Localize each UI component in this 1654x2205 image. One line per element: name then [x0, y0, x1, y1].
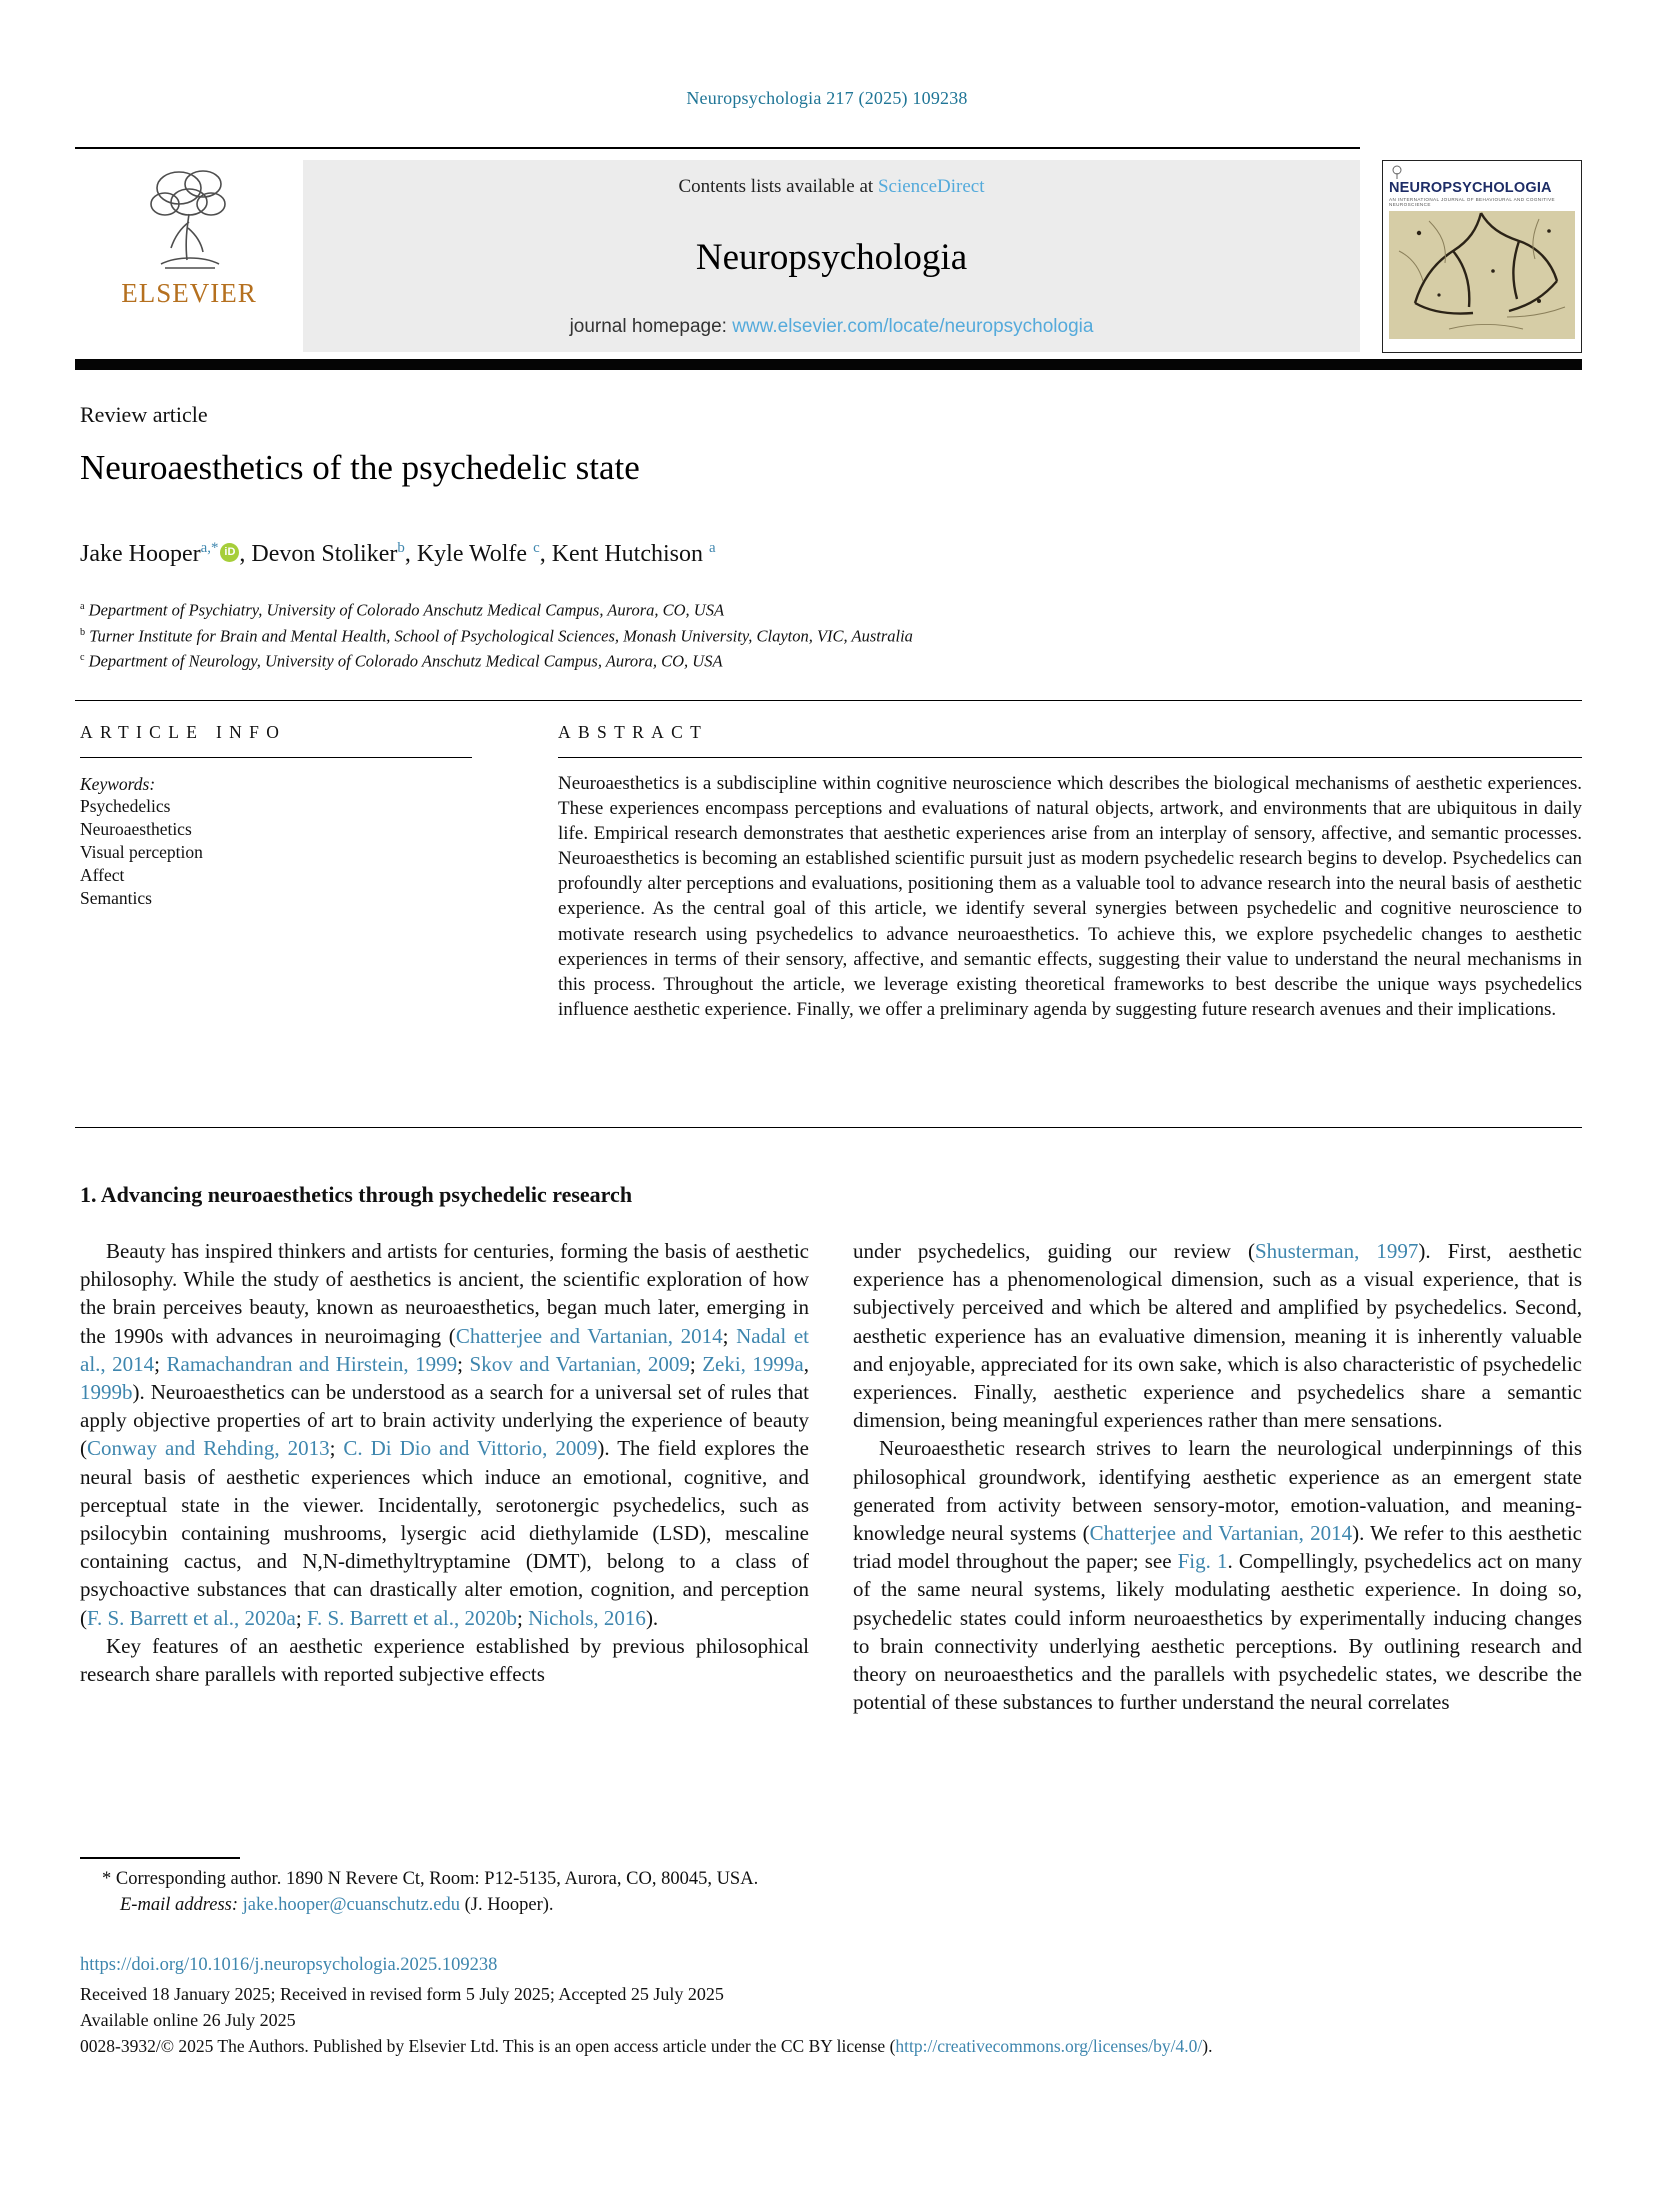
abstract-heading: ABSTRACT: [558, 722, 709, 742]
inline-link[interactable]: C. Di Dio and Vittorio, 2009: [343, 1436, 598, 1461]
affiliation-a: [80, 596, 913, 622]
inline-link[interactable]: 1999b: [80, 1380, 133, 1405]
keyword-item: Semantics: [80, 888, 152, 908]
affiliation-c: [80, 647, 913, 673]
keyword-item: Neuroaesthetics: [80, 819, 192, 839]
keyword-item: Visual perception: [80, 842, 203, 862]
inline-link[interactable]: Fig. 1: [1177, 1549, 1228, 1574]
cover-art-image: [1389, 211, 1575, 339]
text-segment: ). The field explores the neural basis of aesthetic experiences which induce an emotional, cognitive, and perceptual state in the viewer. Incidentally, serotonergic psychedelics, such as psilocybin containing mushrooms, lysergic acid diethylamide (LSD), mescaline containing cactus, and N,N-dimethyltryptamine (DMT), belong to a class of psychoactive substances that can drastically alter emotion, cognition, and perception (: [80, 1436, 809, 1630]
text-segment: . Compellingly, psychedelics act on many of the same neural systems, likely modulating aesthetic experience. In doing so, psychedelic states could inform neuroaesthetics by experimentally inducing changes to brain connectivity underlying aesthetic perceptions. By outlining research and theory on neuroaesthetics and the parallels with psychedelic states, we describe the potential of these substances to further understand the neural correlates: [853, 1549, 1582, 1715]
journal-title: Neuropsychologia: [695, 236, 968, 278]
banner-center: [303, 160, 1360, 352]
text-segment: ).: [645, 1605, 659, 1630]
inline-link[interactable]: Conway and Rehding, 2013: [87, 1436, 330, 1461]
text-segment: a: [709, 540, 716, 556]
text-segment: , Kent Hutchison: [539, 541, 709, 567]
elsevier-logo: [75, 160, 303, 352]
divider-bar: [75, 359, 1582, 370]
corresponding-author-note: [80, 1869, 1580, 1890]
available-online: Available online 26 July 2025: [80, 2010, 296, 2030]
text-segment: c: [80, 652, 85, 663]
journal-banner: [75, 160, 1360, 352]
abstract-text: Neuroaesthetics is a subdiscipline within cognitive neuroscience which describes the biological mechanisms of aesthetic experiences. These experiences encompass perceptions and evaluations of natural objects, artwork, and environments that are ubiquitous in daily life. Empirical research demonstrates that aesthetic experiences arise from an interplay of sensory, affective, and semantic processes. Neuroaesthetics is becoming an established scientific pursuit just as modern psychedelic research begins to develop. Psychedelics can profoundly alter perceptions and evaluations, positioning them as a valuable tool to advance research into the neural basis of aesthetic experience. As the central goal of this article, we identify several synergies between psychedelic and cognitive neuroscience to motivate research using psychedelics to advance neuroaesthetics. To achieve this, we explore psychedelic changes to aesthetic experiences in terms of their sensory, affective, and semantic effects, suggesting their value to understand the neural mechanisms in this process. Throughout the article, we leverage existing theoretical frameworks to best describe the unique ways psychedelics influence aesthetic experience. Finally, we offer a preliminary agenda by suggesting future research avenues and their implications.: [558, 773, 1582, 1020]
text-segment: a,*: [200, 540, 219, 556]
abstract-underline: [558, 757, 1582, 758]
inline-link[interactable]: F. S. Barrett et al., 2020a: [87, 1605, 296, 1630]
text-segment: Contents lists available at: [678, 176, 878, 197]
body-columns: [80, 1237, 1582, 1716]
paper-title: Neuroaesthetics of the psychedelic state: [80, 448, 640, 487]
footnote-rule: [80, 1857, 240, 1859]
text-segment: under psychedelics, guiding our review (: [853, 1239, 1255, 1263]
text-segment: ;: [295, 1605, 307, 1630]
article-info-underline: [80, 757, 472, 758]
text-segment: ;: [722, 1323, 737, 1348]
inline-link[interactable]: Skov and Vartanian, 2009: [469, 1351, 690, 1376]
text-segment: ;: [689, 1351, 703, 1376]
article-info-heading: ARTICLE INFO: [80, 722, 287, 742]
journal-cover-thumbnail[interactable]: [1382, 160, 1582, 353]
received-dates: Received 18 January 2025; Received in revised form 5 July 2025; Accepted 25 July 2025: [80, 1984, 724, 2004]
text-segment: b: [397, 540, 405, 556]
text-segment: ;: [329, 1436, 344, 1461]
text-segment: Key features of an aesthetic experience established by previous philosophical research share parallels with reported subjective effects: [80, 1633, 809, 1687]
elsevier-wordmark: ELSEVIER: [121, 278, 257, 308]
text-segment: ). First, aesthetic experience has a phenomenological dimension, such as a visual experience, that is subjectively perceived and which be altered and amplified by psychedelics. Second, aesthetic experience has an evaluative dimension, meaning it is inherently valuable and enjoyable, appreciated for its own sake, which is also characteristic of psychedelic experiences. Finally, aesthetic experience and psychedelics share a semantic dimension, being meaningful experiences rather than mere sensations.: [853, 1239, 1583, 1433]
text-segment: journal homepage:: [569, 316, 733, 337]
text-segment: 0028-3932/© 2025 The Authors. Published by Elsevier Ltd. This is an open access article under the CC BY license (: [80, 2036, 896, 2056]
keywords-label: Keywords:: [80, 774, 156, 794]
inline-link[interactable]: F. S. Barrett et al., 2020b: [306, 1605, 518, 1630]
body-paragraph: [853, 1434, 1582, 1716]
abstract-column: [558, 722, 1582, 1022]
text-segment: ;: [517, 1605, 529, 1630]
text-segment: ;: [154, 1351, 167, 1376]
text-segment: Jake Hooper: [80, 541, 201, 567]
text-segment: Department of Neurology, University of Colorado Anschutz Medical Campus, Aurora, CO, USA: [84, 651, 723, 671]
text-segment: ). Neuroaesthetics can be understood as a search for a universal set of rules that apply objective properties of art to brain activity underlying the experience of beauty (: [80, 1380, 809, 1461]
cover-subtitle: AN INTERNATIONAL JOURNAL OF BEHAVIOURAL AND COGNITIVE NEUROSCIENCE: [1389, 197, 1556, 207]
body-paragraph: [80, 1632, 809, 1688]
text-segment: E-mail address:: [120, 1895, 239, 1915]
inline-link[interactable]: ScienceDirect: [877, 176, 985, 197]
contents-line: [678, 176, 984, 198]
header-rule: [75, 147, 1360, 149]
copyright-line: [80, 2036, 1582, 2057]
text-segment: , Devon Stoliker: [239, 541, 398, 567]
affiliation-b: [80, 622, 913, 648]
text-segment: b: [80, 626, 86, 638]
body-paragraph: [853, 1237, 1582, 1434]
authors-line: [80, 540, 716, 568]
page-header-citation: Neuropsychologia 217 (2025) 109238: [686, 88, 968, 108]
affiliations: [80, 596, 913, 673]
inline-link[interactable]: Nichols, 2016: [528, 1605, 646, 1630]
text-segment: , Kyle Wolfe: [404, 541, 534, 567]
email-note: [80, 1895, 1580, 1916]
body-column-right: [853, 1237, 1582, 1716]
inline-link[interactable]: Chatterjee and Vartanian, 2014: [455, 1323, 723, 1348]
inline-link[interactable]: www.elsevier.com/locate/neuropsychologia: [732, 316, 1094, 337]
article-type-label: Review article: [80, 402, 208, 427]
keyword-item: Psychedelics: [80, 796, 171, 816]
inline-link[interactable]: Nadal et al., 2014: [80, 1323, 810, 1376]
text-segment: a: [80, 601, 85, 612]
doi-link[interactable]: https://doi.org/10.1016/j.neuropsychologia.2025.109238: [80, 1955, 498, 1975]
inline-link[interactable]: Ramachandran and Hirstein, 1999: [166, 1351, 458, 1376]
inline-link[interactable]: http://creativecommons.org/licenses/by/4.0/: [895, 2036, 1203, 2056]
text-segment: Beauty has inspired thinkers and artists for centuries, forming the basis of aesthetic philosophy. While the study of aesthetics is ancient, the scientific exploration of how the brain perceives beauty, known as neuroaesthetics, began much later, emerging in the 1990s with advances in neuroimaging (: [80, 1239, 809, 1348]
text-segment: c: [533, 540, 540, 556]
text-segment: ;: [457, 1351, 470, 1376]
cover-title: NEUROPSYCHOLOGIA: [1389, 180, 1552, 196]
elsevier-tree-icon: [141, 164, 237, 276]
inline-link[interactable]: Chatterjee and Vartanian, 2014: [1089, 1521, 1353, 1546]
text-segment: ).: [1202, 2036, 1213, 2056]
orcid-icon[interactable]: iD: [220, 543, 239, 562]
text-segment: Turner Institute for Brain and Mental Health, School of Psychological Sciences, Monash University, Clayton, VIC, Australia: [85, 626, 913, 645]
body-paragraph: [80, 1237, 809, 1632]
section-1-heading: 1. Advancing neuroaesthetics through psychedelic research: [80, 1182, 633, 1207]
inline-link[interactable]: Shusterman, 1997: [1254, 1239, 1419, 1263]
cover-elsevier-mini-icon: [1391, 165, 1403, 186]
homepage-line: [570, 316, 1094, 338]
text-segment: * Corresponding author. 1890 N Revere Ct, Room: P12-5135, Aurora, CO, 80045, USA.: [102, 1869, 759, 1889]
text-segment: Neuroaesthetic research strives to learn the neurological underpinnings of this philosophical groundwork, identifying aesthetic experience as an emergent state generated from activity between sensory-motor, emotion-valuation, and meaning-knowledge neural systems (: [853, 1436, 1582, 1546]
text-segment: (J. Hooper).: [460, 1895, 554, 1915]
inline-link[interactable]: Zeki, 1999a: [702, 1351, 804, 1376]
text-segment: Department of Psychiatry, University of Colorado Anschutz Medical Campus, Aurora, CO, USA: [84, 600, 725, 620]
text-segment: ). We refer to this aesthetic triad model throughout the paper; see: [853, 1521, 1582, 1574]
text-segment: ,: [803, 1351, 810, 1376]
keyword-item: Affect: [80, 865, 125, 885]
article-info-column: [80, 722, 480, 910]
section-rule: [75, 700, 1582, 701]
section-rule: [75, 1127, 1582, 1128]
body-column-left: [80, 1237, 809, 1716]
inline-link[interactable]: jake.hooper@cuanschutz.edu: [242, 1895, 461, 1915]
